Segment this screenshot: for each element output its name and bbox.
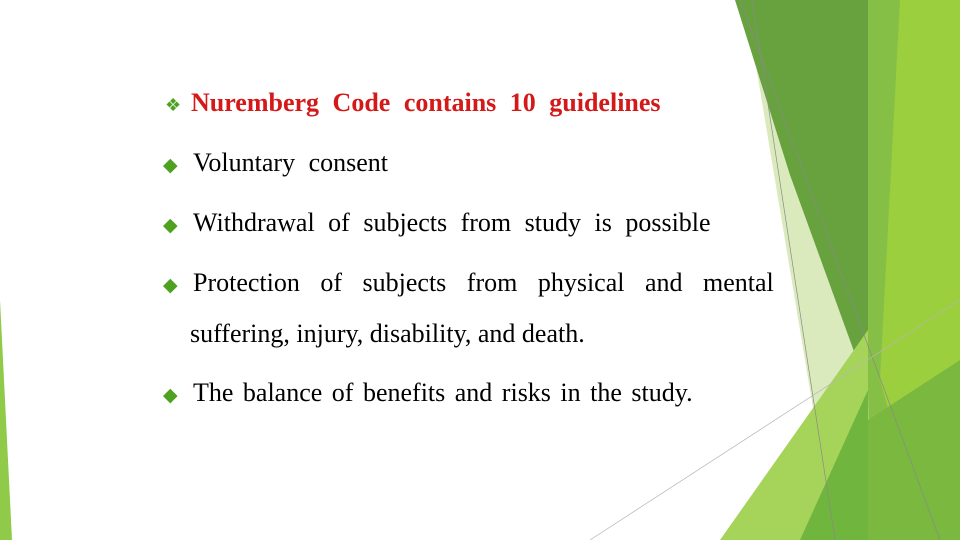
heading-text: Nuremberg Code contains 10 guidelines	[191, 88, 661, 117]
list-item-text: Withdrawal of subjects from study is possible	[193, 208, 711, 237]
solid-diamond-icon: ◆	[163, 215, 178, 236]
heading-line	[165, 88, 661, 118]
list-item-text: Protection of subjects from physical and mental	[193, 268, 774, 297]
list-item-continuation	[190, 319, 585, 349]
solid-diamond-icon: ◆	[163, 385, 178, 406]
list-item	[163, 208, 711, 238]
diamond-outline-icon: ❖	[165, 95, 182, 115]
list-item	[163, 378, 693, 408]
list-item	[163, 148, 388, 178]
list-item-text: The balance of benefits and risks in the study.	[193, 378, 693, 407]
solid-diamond-icon: ◆	[163, 275, 178, 296]
list-item-text: Voluntary consent	[193, 148, 388, 177]
list-item	[163, 268, 774, 298]
list-item-continuation-text: suffering, injury, disability, and death.	[190, 319, 585, 348]
solid-diamond-icon: ◆	[163, 155, 178, 176]
